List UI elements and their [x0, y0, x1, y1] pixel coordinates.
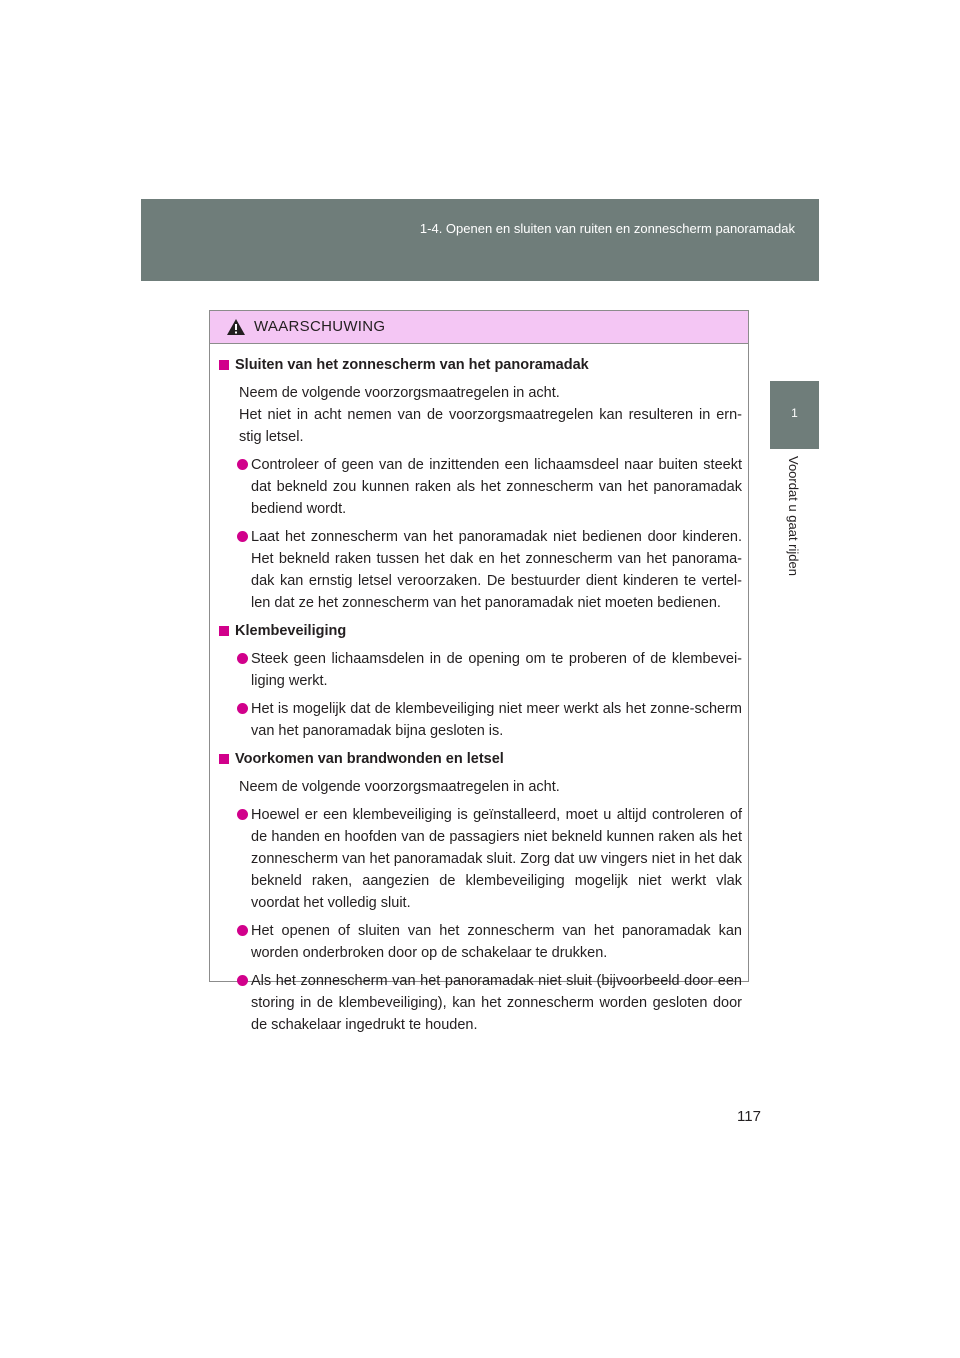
bullet-text: Steek geen lichaamsdelen in de opening om te proberen of de klembevei-liging werkt.	[251, 651, 742, 689]
square-bullet-icon	[219, 360, 229, 370]
bullet-text: Het is mogelijk dat de klembeveiliging niet meer werkt als het zonne-scherm van het panoramadak bijna gesloten is.	[251, 701, 742, 739]
paragraph-line: Neem de volgende voorzorgsmaatregelen in acht.	[239, 385, 560, 401]
round-bullet-icon	[237, 531, 248, 542]
section-heading-text: Klembeveiliging	[235, 623, 347, 639]
round-bullet-icon	[237, 925, 248, 936]
section-paragraph	[239, 382, 742, 448]
round-bullet-icon	[237, 459, 248, 470]
section-paragraph	[239, 776, 742, 798]
page-number: 117	[737, 1108, 761, 1125]
bullet-text: Als het zonnescherm van het panoramadak niet sluit (bijvoorbeeld door een storing in de klembeveiliging), kan het zonnescherm worden gesloten door de schakelaar ingedrukt te houden.	[251, 973, 742, 1033]
section-heading	[219, 620, 742, 642]
chapter-title: 1-4. Openen en sluiten van ruiten en zonnescherm panoramadak	[419, 221, 795, 236]
section-heading-text: Voorkomen van brandwonden en letsel	[235, 751, 504, 767]
warning-triangle-icon	[226, 318, 246, 336]
chapter-header-band	[141, 199, 819, 281]
bullet-item	[251, 970, 742, 1036]
bullet-item	[251, 698, 742, 742]
paragraph-line: Het niet in acht nemen van de voorzorgsmaatregelen kan resulteren in ern-stig letsel.	[239, 407, 742, 445]
square-bullet-icon	[219, 626, 229, 636]
round-bullet-icon	[237, 703, 248, 714]
bullet-text: Hoewel er een klembeveiliging is geïnstalleerd, moet u altijd controleren of de handen en hoofden van de passagiers niet bekneld kunnen raken als het zonnescherm van het panoramadak sluit. Zorg dat uw vingers niet in het dak bekneld raken, aangezien de klembeveiliging mogelijk niet werkt vlak voordat het volledig sluit.	[251, 807, 742, 911]
bullet-text: Het openen of sluiten van het zonnescherm van het panoramadak kan worden onderbroken door op de schakelaar te drukken.	[251, 923, 742, 961]
bullet-item	[251, 648, 742, 692]
round-bullet-icon	[237, 809, 248, 820]
bullet-text: Laat het zonnescherm van het panoramadak niet bedienen door kinderen. Het bekneld raken tussen het dak en het zonnescherm van het panorama-dak kan ernstig letsel veroorzaken. De bestuurder dient kinderen te vertel-len dat ze het zonnescherm van het panoramadak niet moeten bedienen.	[251, 529, 742, 611]
bullet-item	[251, 454, 742, 520]
chapter-side-label: Voordat u gaat rijden	[786, 456, 801, 576]
bullet-item	[251, 920, 742, 964]
round-bullet-icon	[237, 975, 248, 986]
section-heading	[219, 354, 742, 376]
section-heading-text: Sluiten van het zonnescherm van het panoramadak	[235, 357, 589, 373]
warning-body	[210, 344, 748, 1036]
section-heading	[219, 748, 742, 770]
bullet-item	[251, 526, 742, 614]
chapter-tab	[770, 381, 819, 449]
warning-header	[210, 311, 748, 344]
bullet-text: Controleer of geen van de inzittenden een lichaamsdeel naar buiten steekt dat bekneld zou kunnen raken als het zonnescherm van het panoramadak bediend wordt.	[251, 457, 742, 517]
warning-title: WAARSCHUWING	[254, 318, 386, 335]
warning-box	[209, 310, 749, 1033]
bullet-item	[251, 804, 742, 914]
chapter-tab-number: 1	[791, 406, 798, 420]
square-bullet-icon	[219, 754, 229, 764]
round-bullet-icon	[237, 653, 248, 664]
paragraph-line: Neem de volgende voorzorgsmaatregelen in acht.	[239, 779, 560, 795]
